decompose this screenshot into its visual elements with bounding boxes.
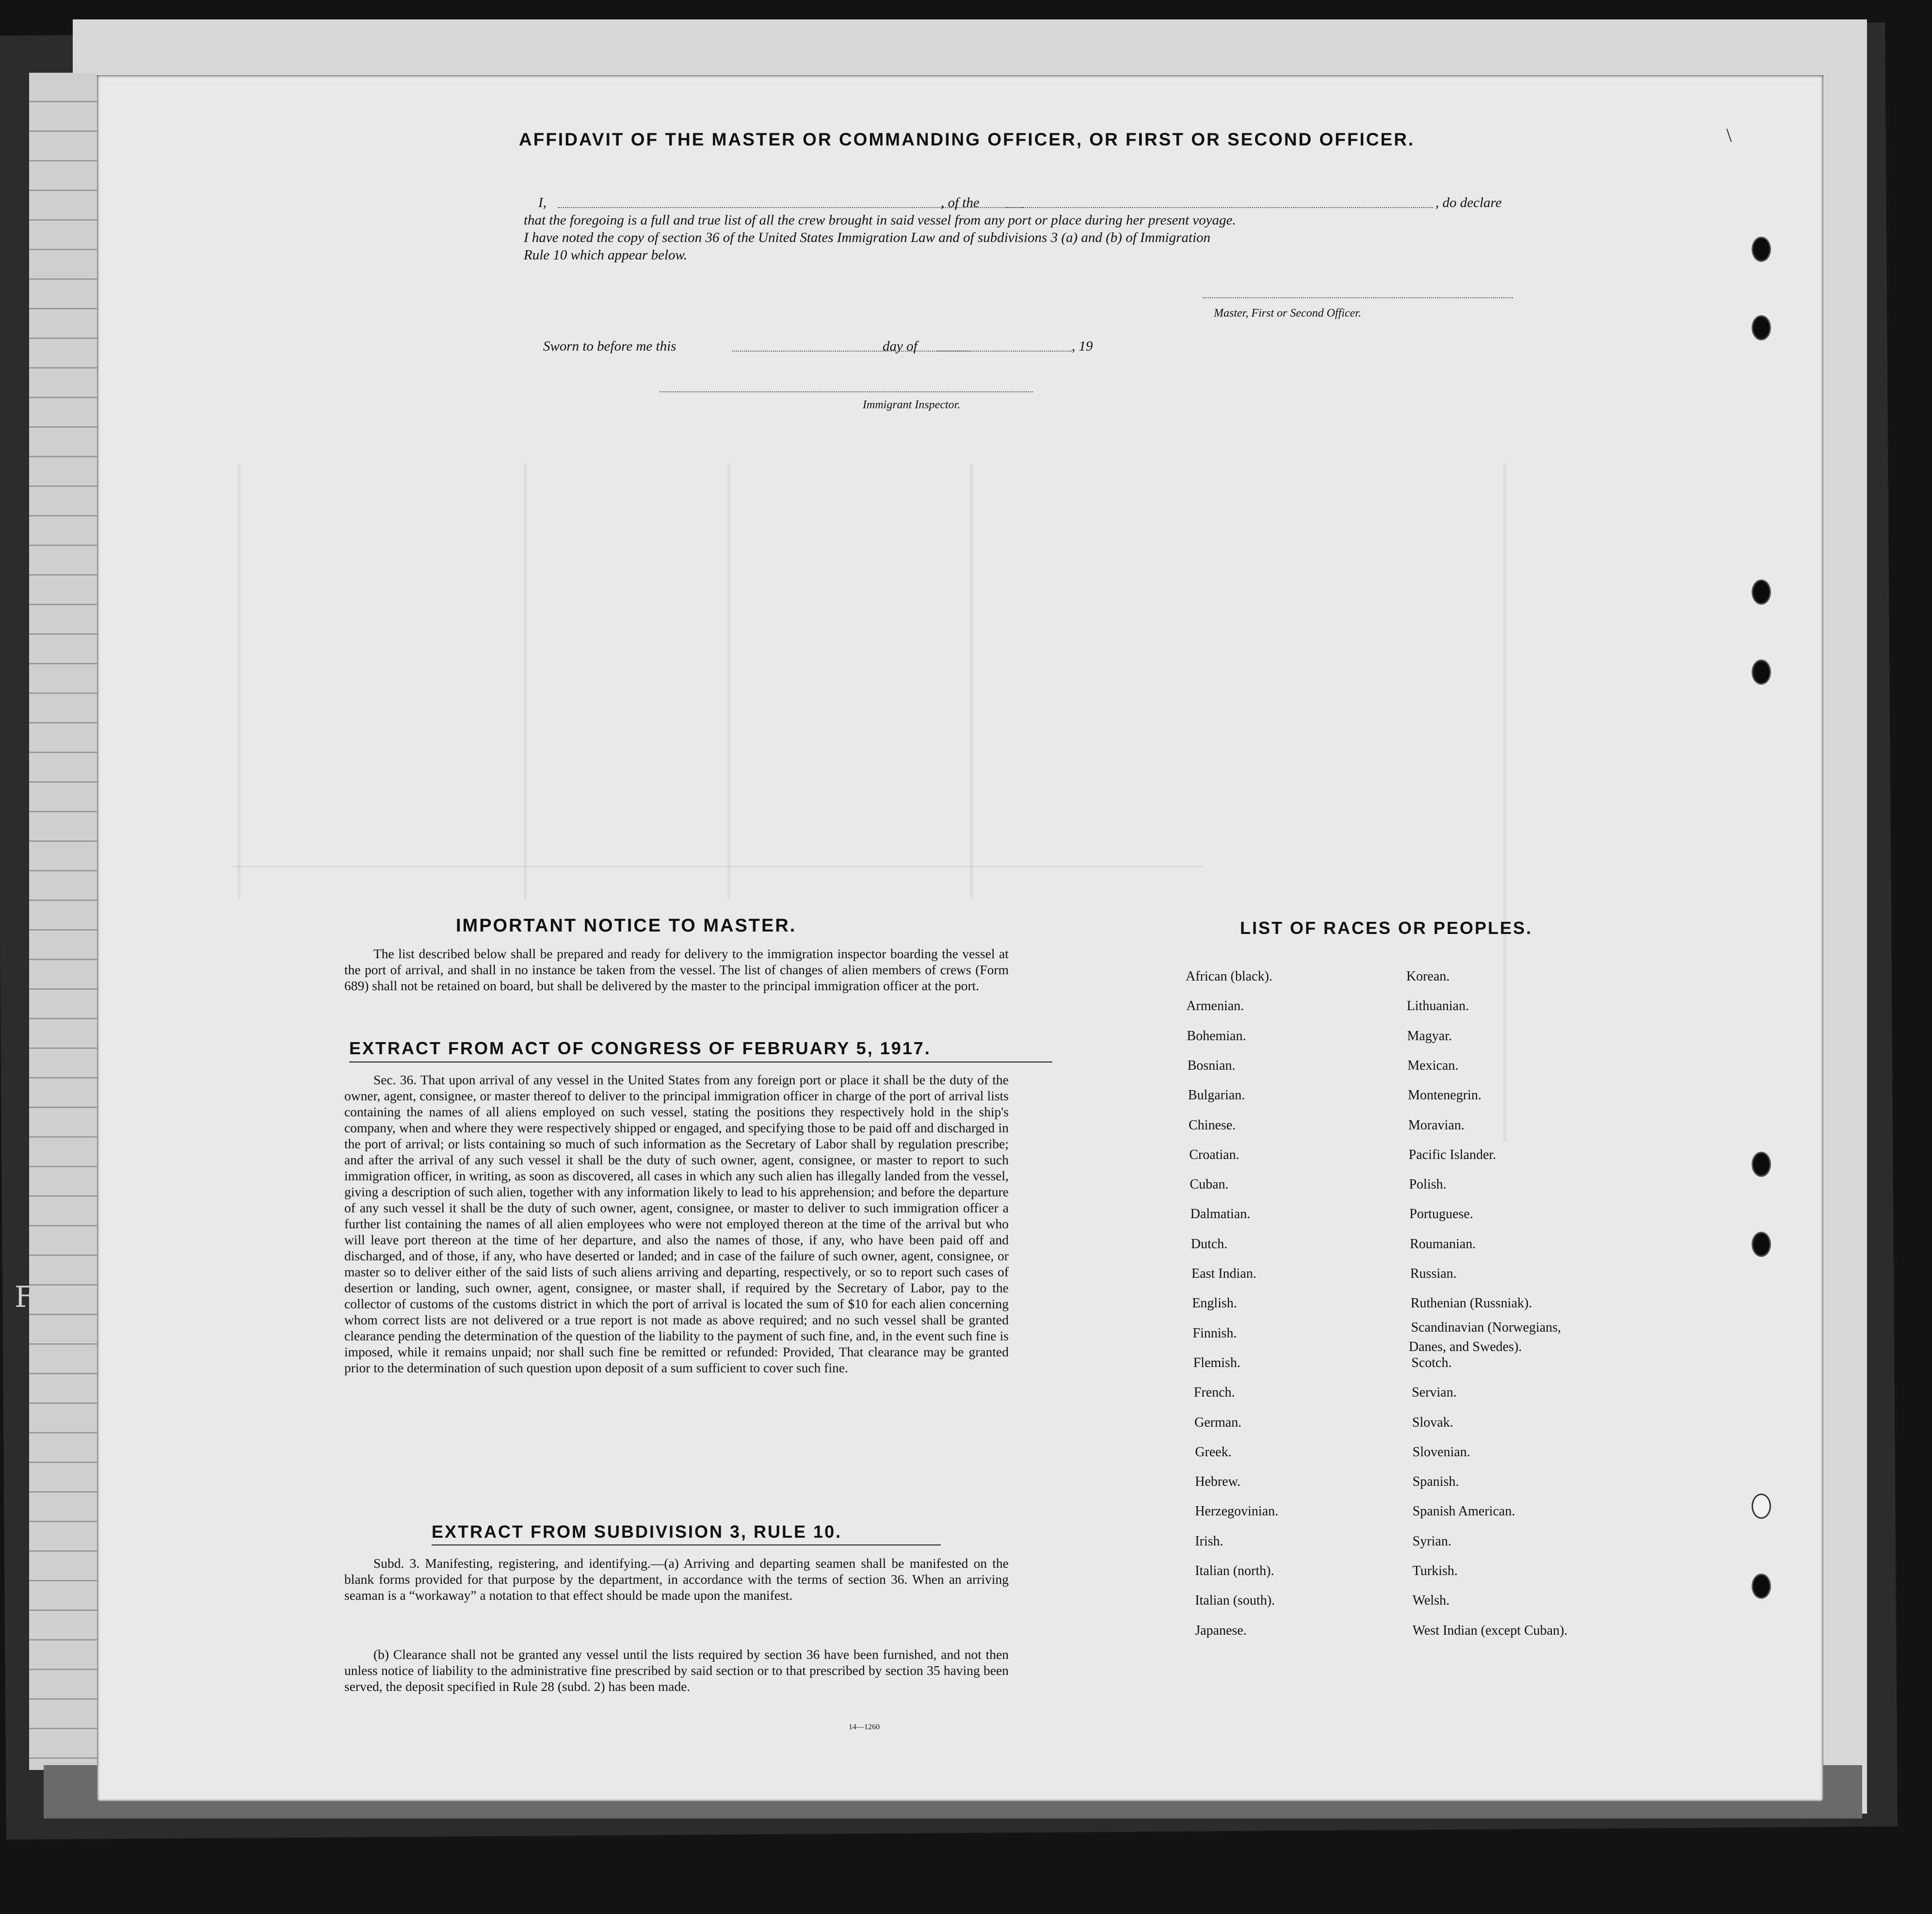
race-item: Scotch. (1411, 1355, 1452, 1370)
race-item: Finnish. (1192, 1325, 1237, 1341)
race-item: West Indian (except Cuban). (1412, 1623, 1568, 1638)
race-item: Scandinavian (Norwegians, (1411, 1319, 1562, 1335)
race-item: Croatian. (1189, 1147, 1240, 1162)
race-item: Pacific Islander. (1408, 1147, 1497, 1162)
punch-hole (1752, 659, 1771, 685)
race-item: Russian. (1410, 1266, 1457, 1281)
ghost-line (970, 463, 973, 900)
race-item: Spanish. (1412, 1474, 1459, 1490)
punch-hole (1752, 1494, 1771, 1519)
corner-mark: \ (1726, 124, 1732, 146)
vessel-blank (1006, 207, 1433, 208)
race-item: Danes, and Swedes). (1409, 1339, 1522, 1354)
punch-hole (1752, 315, 1771, 340)
punch-hole (1752, 237, 1771, 262)
affidavit-line-4: Rule 10 which appear below. (524, 247, 687, 263)
ghost-line (727, 463, 730, 900)
inspector-caption: Immigrant Inspector. (863, 399, 961, 411)
race-item: Dutch. (1191, 1236, 1228, 1252)
race-item: Welsh. (1412, 1593, 1450, 1608)
ghost-line (238, 463, 241, 900)
race-item: Cuban. (1190, 1177, 1229, 1192)
punch-hole (1752, 1574, 1771, 1599)
race-item: Italian (north). (1195, 1563, 1274, 1578)
extract-rule-title: EXTRACT FROM SUBDIVISION 3, RULE 10. (432, 1522, 842, 1542)
race-item: Mexican. (1407, 1058, 1459, 1073)
race-item: English. (1192, 1296, 1237, 1311)
race-item: Chinese. (1189, 1117, 1236, 1133)
race-item: Lithuanian. (1406, 998, 1469, 1014)
race-item: French. (1193, 1385, 1235, 1400)
officer-signature-caption: Master, First or Second Officer. (1214, 307, 1361, 320)
punch-hole (1752, 1152, 1771, 1177)
affidavit-i: I, (538, 195, 547, 210)
race-item: African (black). (1186, 969, 1272, 984)
race-item: German. (1194, 1415, 1242, 1430)
race-item: Syrian. (1412, 1533, 1451, 1549)
race-item: Bohemian. (1187, 1028, 1246, 1044)
ghost-line (1503, 463, 1506, 1142)
notice-text: The list described below shall be prepared and ready for delivery to the immigration inspector boarding the vessel at the port of arrival, and shall in no instance be taken from the vessel. The list of changes of alien members of crews (Form 689) shall not be retained on board, but shall be delivered by the master to the principal immigration officer at the port. (344, 946, 1009, 993)
race-item: Japanese. (1195, 1623, 1247, 1638)
race-item: Flemish. (1193, 1355, 1240, 1370)
extract-rule-rule (432, 1544, 941, 1545)
ghost-line (524, 463, 527, 900)
margin-fragment-text: Fir (15, 1280, 58, 1314)
race-item: Italian (south). (1195, 1593, 1275, 1608)
race-item: Spanish American. (1412, 1504, 1515, 1519)
inspector-signature-blank (660, 391, 1033, 392)
form-number: 14—1260 (849, 1723, 880, 1731)
subdivision-a-text: Subd. 3. Manifesting, registering, and identifying.—(a) Arriving and departing seamen shall be manifested on the blank forms provided for that purpose by the department, in accordance with the terms of section 36. When an arriving seaman is a “workaway” a notation to that effect should be made upon the manifest. (344, 1556, 1009, 1603)
section-36-text: Sec. 36. That upon arrival of any vessel in the United States from any foreign port or place it shall be the duty of the owner, agent, consignee, or master thereof to deliver to the principal immigration officer in charge of the port of arrival lists containing the names of all aliens employed on such vessel, stating the positions they respectively hold in the ship's company, when and where they were respectively shipped or engaged, and specifying those to be paid off and discharged in the port of arrival; or lists containing so much of such information as the Secretary of Labor shall by regulation prescribe; and after the arrival of any such vessel it shall be the duty of such owner, agent, consignee, or master to report to such immigration officer, in writing, as soon as discovered, all cases in which any such alien has illegally landed from the vessel, giving a description of such alien, together with any information likely to lead to his apprehension; and before the departure of any such vessel it shall be the duty of such owner, agent, consignee, or master to deliver to such immigration officer a further list containing the names of all alien employees who were not employed thereon at the time of the arrival but who will leave port thereon at the time of her departure, and also the names of those, if any, who have been paid off and discharged, and of those, if any, who have deserted or landed; and in case of the failure of such owner, agent, consignee, or master so to deliver either of the said lists of such aliens arriving and departing, respectively, or so to report such cases of desertion or landing, such owner, agent, consignee, or master shall, if required by the Secretary of Labor, pay to the collector of customs of the customs district in which the port of arrival is located the sum of $10 for each alien concerning whom correct lists are not delivered or a true report is not made as above required; and no such vessel shall be granted clearance pending the determination of the question of the liability to the payment of such fine, and, in the event such fine is imposed, while it remains unpaid; nor shall such fine be remitted or refunded: Provided, That clearance may be granted prior to the determination of such question upon deposit of a sum sufficient to cover such fine. (344, 1072, 1009, 1375)
manifest-page (97, 75, 1823, 1801)
race-item: Korean. (1406, 969, 1450, 984)
sworn-day-blank (732, 351, 970, 352)
subdivision-b-text: (b) Clearance shall not be granted any vessel until the lists required by section 36 have been furnished, and not then unless notice of liability to the administrative fine prescribed by said section or to that prescribed by section 35 having been served, the deposit specified in Rule 28 (subd. 2) has been made. (344, 1647, 1009, 1694)
race-item: Slovak. (1412, 1415, 1453, 1430)
race-item: Irish. (1195, 1533, 1224, 1549)
race-item: Bulgarian. (1188, 1088, 1245, 1103)
race-item: Moravian. (1408, 1117, 1465, 1133)
ghost-line (233, 866, 1203, 868)
officer-signature-blank (1203, 297, 1513, 298)
race-item: Servian. (1412, 1385, 1457, 1400)
race-item: Armenian. (1186, 998, 1244, 1014)
race-item: Hebrew. (1195, 1474, 1240, 1490)
race-item: Herzegovinian. (1195, 1504, 1279, 1519)
race-item: Greek. (1195, 1444, 1232, 1460)
race-item: Montenegrin. (1408, 1088, 1481, 1103)
punch-hole (1752, 1232, 1771, 1257)
race-item: East Indian. (1191, 1266, 1256, 1281)
race-item: Roumanian. (1410, 1236, 1476, 1252)
race-item: Slovenian. (1412, 1444, 1470, 1460)
punch-hole (1752, 579, 1771, 605)
year-text: , 19 (1072, 338, 1093, 354)
race-item: Bosnian. (1187, 1058, 1236, 1073)
affidavit-line-2: that the foregoing is a full and true list of all the crew brought in said vessel from any port or place during her present voyage. (524, 212, 1236, 228)
race-item: Dalmatian. (1190, 1206, 1251, 1222)
extract-act-title: EXTRACT FROM ACT OF CONGRESS OF FEBRUARY 5, 1917. (349, 1038, 931, 1058)
affidavit-title: AFFIDAVIT OF THE MASTER OR COMMANDING OFFICER, OR FIRST OR SECOND OFFICER. (519, 129, 1415, 149)
affidavit-line-3: I have noted the copy of section 36 of the United States Immigration Law and of subdivisions 3 (a) and (b) of Immigration (524, 230, 1211, 245)
day-of-text: day of (883, 338, 918, 354)
affidavit-of-the: , of the (941, 195, 980, 210)
notice-title: IMPORTANT NOTICE TO MASTER. (456, 916, 797, 936)
race-item: Portuguese. (1409, 1206, 1473, 1222)
race-item: Turkish. (1412, 1563, 1458, 1578)
race-item: Polish. (1409, 1177, 1447, 1192)
race-item: Magyar. (1407, 1028, 1452, 1044)
race-item: Ruthenian (Russniak). (1410, 1296, 1532, 1311)
sworn-text: Sworn to before me this (543, 338, 676, 354)
month-blank (936, 351, 1072, 352)
affidavit-declare: , do declare (1435, 195, 1502, 210)
ledger-strip (29, 73, 97, 1770)
races-title: LIST OF RACES OR PEOPLES. (1240, 918, 1533, 938)
